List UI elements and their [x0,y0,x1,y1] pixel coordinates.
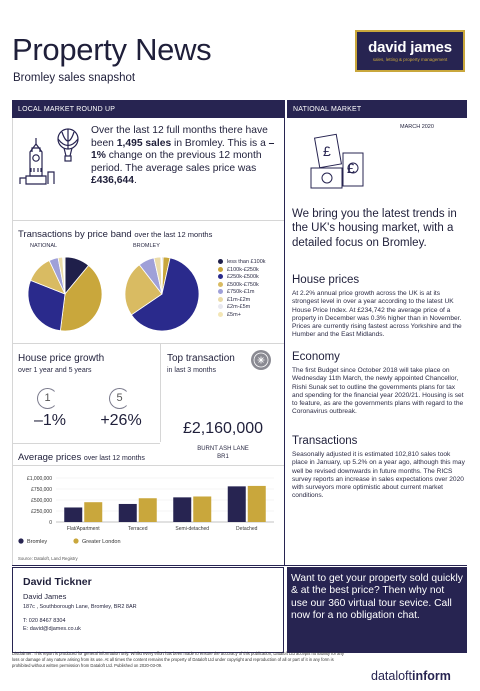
national-intro: We bring you the latest trends in the UK's housing market, with a detailed focus on Bromley. [292,208,457,249]
local-market-bar [12,100,284,118]
national-pie-chart [27,256,103,332]
y-tick-label: £1,000,000 [26,476,52,482]
economy-text: The first Budget since October 2018 will take place on Wednesday 11th March, the newly appointed Chancellor, Rishi Sunak set to outline the governments plans for tax and spending for the financial year 2020/21. Housing is set to feature, as are the governments plans with regard to the Coronavirus outbreak. [292,367,464,416]
y-tick-label: £750,000 [31,487,52,493]
legend-label: £100k-£250k [227,266,259,273]
pound-illustration [287,118,467,196]
page-subtitle: Bromley sales snapshot [13,72,136,84]
bar-greater-london [139,498,157,522]
legend-item [218,259,284,267]
top-transaction-value: £2,160,000 [182,420,264,437]
legend-swatch [218,274,223,279]
top-transaction-heading: Top transaction [167,353,235,364]
legend-label: £5m+ [227,311,241,318]
legend-swatch [218,259,223,264]
avg-prices-heading [18,452,145,463]
legend-label: less than £100k [227,259,266,265]
divider-4 [12,465,284,466]
avg-prices-note: over last 12 months [83,455,145,462]
legend-swatch [218,282,223,287]
bar-bromley [119,504,137,522]
top-transaction-street: BURNT ASH LANE [197,446,249,452]
clocktower-balloon-icon [18,122,88,220]
summary-sales: 1,495 sales [116,137,172,149]
top-transaction-postcode: BR1 [217,454,229,460]
growth-heading: House price growth [18,353,105,364]
national-label: NATIONAL [30,243,58,249]
bar-bromley [173,497,191,522]
bar-greater-london [248,486,266,522]
legend-label: £750k-£1m [227,289,255,295]
column-divider [284,100,285,565]
bottom-rule [12,565,467,566]
legend-swatch [218,267,223,272]
chart-source: Source: Dataloft, Land Registry [18,556,78,561]
bar-bromley [64,507,82,522]
house-prices-heading: House prices [292,274,360,286]
national-market-title: NATIONAL MARKET [293,106,362,113]
x-tick-label: Flat/Apartment [66,526,100,532]
price-band-heading [18,229,212,240]
divider-2 [12,343,284,344]
economy-heading: Economy [292,351,340,363]
chart-legend-swatch [18,538,23,543]
national-market-bar [287,100,467,118]
legend-item [218,304,284,312]
bar-greater-london [193,496,211,522]
top-transaction-sub: in last 3 months [167,367,217,374]
divider-growth-top [160,343,161,442]
report-date: MARCH 2020 [400,124,434,130]
contact-email[interactable]: E: david@djames.co.uk [23,626,81,632]
legend-item [218,297,284,305]
summary-change: –1% [91,137,275,162]
chart-legend-swatch [73,538,78,543]
logo-tagline: sales, letting & property management [372,57,448,62]
left-border [12,118,13,565]
legend-item [218,312,284,320]
contact-name: David Tickner [23,576,92,588]
local-market-title: LOCAL MARKET ROUND UP [18,106,116,113]
legend-item [218,274,284,282]
contact-company: David James [23,592,67,601]
legend-item [218,267,284,275]
summary-text-3: change on the previous 12 month period. The average sales price was [91,150,262,174]
year5-growth-value: +26% [100,412,142,429]
legend-swatch [218,304,223,309]
price-band-note: over the last 12 months [134,230,213,239]
disclaimer: Disclaimer: This report is produced for general information only. Whilst every effort has been made to ensure the accuracy of this publication, Dataloft Ltd accepts no liability for any loss or damage of any nature arising from its use. At all times the content remains the property of Dataloft Ltd under copyright and reproduction of all or part of it in any form is prohibited without written permission from Dataloft Ltd. Published on 2020-03-09. [12,651,344,668]
svg-text:£: £ [323,143,331,159]
x-tick-label: Detached [236,526,258,532]
house-prices-text: At 2.2% annual price growth across the UK is at its strongest level in over a year according to the latest UK House Price Index. At £234,742 the average price of a property in December was 0.3% higher than in November. Prices are currently rising fastest across Yorkshire and the Humber and the East Midlands. [292,290,462,339]
legend-swatch [218,312,223,317]
divider-3 [12,443,160,444]
legend-item [218,289,284,297]
bar-greater-london [84,502,102,522]
chart-legend-label: Greater London [82,539,121,545]
logo-text: david james [368,39,452,56]
contact-address: 187c , Southborough Lane, Bromley, BR2 8AR [23,604,137,610]
brand-logo[interactable] [355,30,465,72]
contact-phone[interactable]: T: 020 8467 8304 [23,618,66,624]
legend-item [218,282,284,290]
town-illustration [18,122,88,220]
chart-legend-label: Bromley [27,539,48,545]
legend-label: £250k-£500k [227,274,259,280]
transactions-text: Seasonally adjusted it is estimated 102,810 sales took place in January, up 5.2% on a year ago, although this may well be revised downwards in future months. The RICS survey reports an increase in sales expectations over 2020 with surveyors more optimistic about current market conditions. [292,451,465,500]
page-title: Property News [12,32,212,67]
year1-growth-value: –1% [33,412,67,429]
average-prices-bar-chart [14,470,282,565]
legend-label: £500k-£750k [227,281,259,288]
legend-swatch [218,297,223,302]
cta-text: Want to get your property sold quickly & at the best price? Then why not use our 360 virtual tour sevice. Call now for a no obligation chat. [291,573,463,622]
svg-text:£: £ [347,160,355,176]
legend-label: £2m-£5m [227,304,251,310]
bar-bromley [228,486,246,522]
avg-prices-title: Average prices [18,452,82,463]
price-band-legend [218,259,284,319]
y-tick-label: £500,000 [31,498,52,504]
divider-1 [12,220,284,221]
year1-growth-icon: 1 [37,388,58,409]
contact-card [12,567,284,653]
x-tick-label: Semi-detached [175,526,210,532]
summary-text-1: Over the last 12 full months there have been [91,125,268,149]
year5-growth-icon: 5 [109,388,130,409]
brand-part1: dataloft [371,669,413,683]
pound-notes-icon [287,118,467,196]
transactions-heading: Transactions [292,435,358,447]
award-medal-icon [249,348,273,376]
summary-text-end: . [133,175,137,187]
summary-price: £436,644 [91,175,134,187]
brand-part2: inform [412,669,451,683]
summary-text-2: in Bromley. This is a [171,137,269,149]
price-band-title: Transactions by price band [18,229,132,240]
growth-subheading: over 1 year and 5 years [18,367,92,374]
cta-box[interactable] [287,567,467,653]
dataloft-brand[interactable] [371,669,451,683]
bromley-pie-chart [124,256,200,332]
bromley-label: BROMLEY [133,243,160,249]
y-tick-label: £250,000 [31,509,52,515]
x-tick-label: Terraced [128,526,148,532]
legend-label: £1m-£2m [227,296,251,303]
local-summary [91,125,277,188]
y-tick-label: 0 [49,520,52,526]
legend-swatch [218,289,223,294]
